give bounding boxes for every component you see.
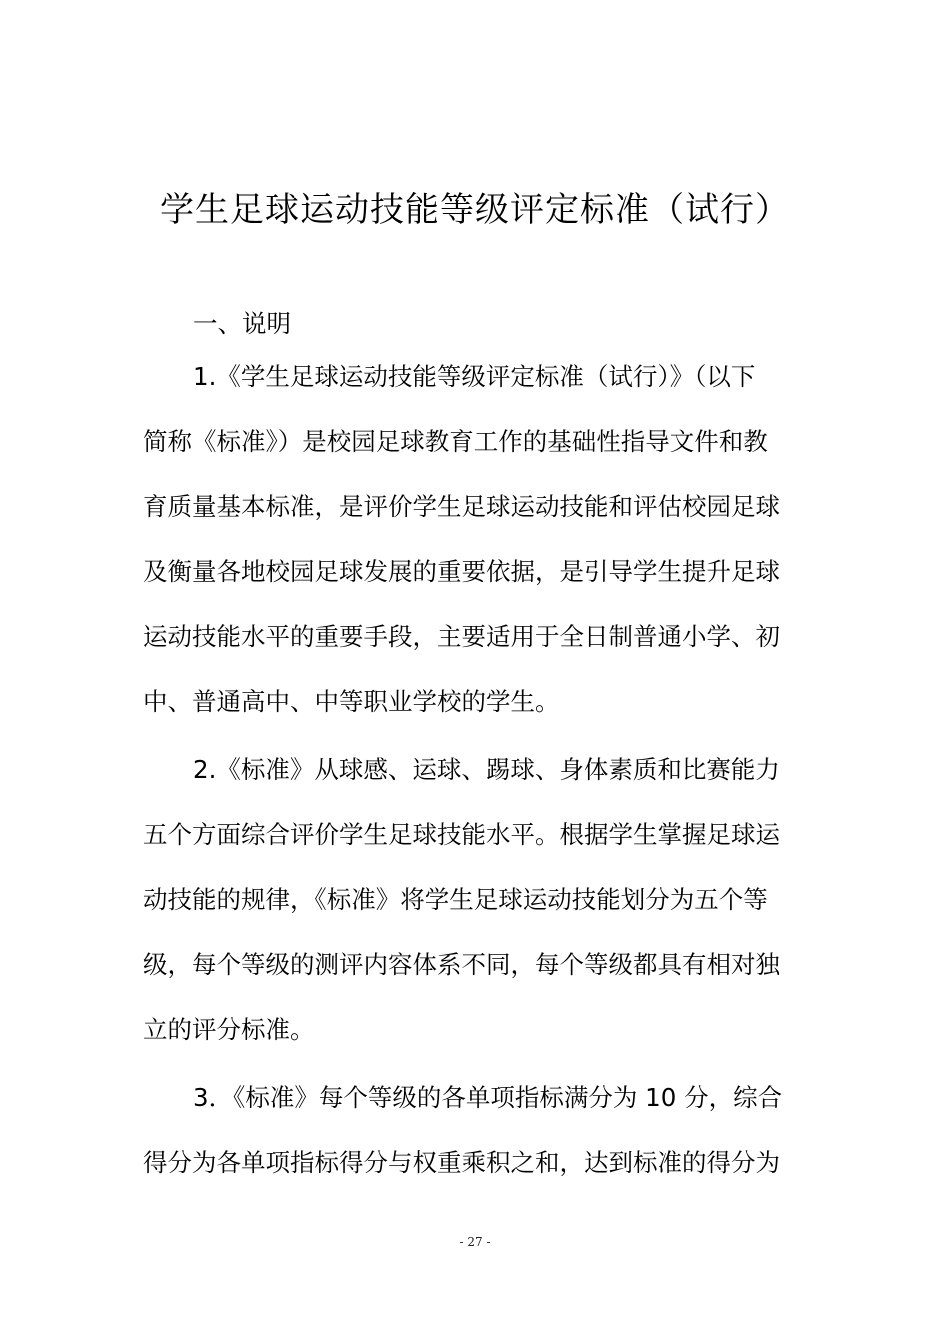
page-number: - 27 - — [459, 1235, 491, 1249]
section-heading: 一、说明 — [193, 309, 291, 338]
paragraph-2-line-1: 2.《标准》从球感、运球、踢球、身体素质和比赛能力 — [193, 755, 780, 784]
paragraph-1-line-5: 运动技能水平的重要手段，主要适用于全日制普通小学、初 — [143, 622, 780, 651]
paragraph-1-line-4: 及衡量各地校园足球发展的重要依据，是引导学生提升足球 — [143, 557, 780, 586]
paragraph-1-line-6: 中、普通高中、中等职业学校的学生。 — [143, 687, 560, 716]
paragraph-2-line-2: 五个方面综合评价学生足球技能水平。根据学生掌握足球运 — [143, 820, 780, 849]
paragraph-3-line-1: 3．《标准》每个等级的各单项指标满分为 10 分，综合 — [193, 1083, 783, 1112]
paragraph-2-line-5: 立的评分标准。 — [143, 1015, 315, 1044]
document-title: 学生足球运动技能等级评定标准（试行） — [160, 190, 790, 230]
paragraph-2-line-4: 级，每个等级的测评内容体系不同，每个等级都具有相对独 — [143, 950, 780, 979]
paragraph-1-line-3: 育质量基本标准，是评价学生足球运动技能和评估校园足球 — [143, 492, 780, 521]
paragraph-3-line-2: 得分为各单项指标得分与权重乘积之和，达到标准的得分为 — [143, 1148, 780, 1177]
paragraph-1-line-2: 简称《标准》）是校园足球教育工作的基础性指导文件和教 — [143, 427, 768, 456]
paragraph-1-line-1: 1.《学生足球运动技能等级评定标准（试行）》（以下 — [193, 362, 756, 391]
paragraph-2-line-3: 动技能的规律，《标准》将学生足球运动技能划分为五个等 — [143, 885, 768, 914]
